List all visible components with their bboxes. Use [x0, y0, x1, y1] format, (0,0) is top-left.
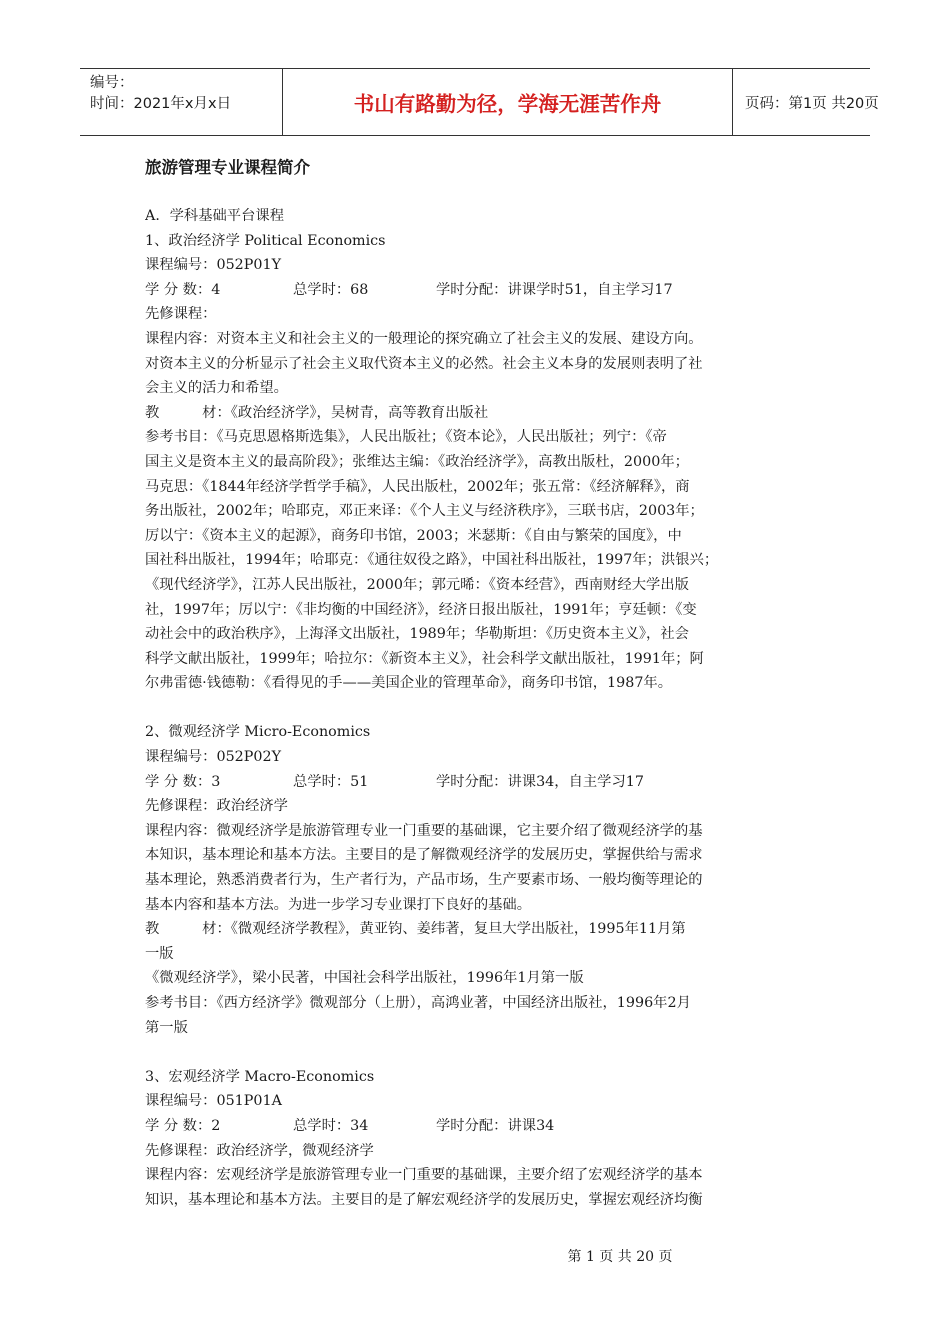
- course-credits: 学 分 数：3: [145, 773, 221, 790]
- course-content-line: 课程内容：对资本主义和社会主义的一般理论的探究确立了社会主义的发展、建设方向。: [145, 330, 703, 347]
- header-number-label: 编号：: [90, 75, 134, 91]
- header-meta: [80, 69, 283, 135]
- page-footer: [0, 1246, 950, 1266]
- course-reference-line: 参考书目：《西方经济学》微观部分（上册），高鸿业著，中国经济出版社，1996年2月: [145, 995, 691, 1011]
- course-prerequisite: 先修课程：政治经济学: [145, 798, 288, 815]
- course-code: 课程编号：052P02Y: [145, 749, 282, 766]
- course-hours: 总学时：68: [293, 281, 369, 298]
- document-body: [145, 156, 805, 1212]
- course-content-line: 基本理论，熟悉消费者行为，生产者行为，产品市场，生产要素市场、一般均衡等理论的: [145, 872, 703, 889]
- course-title: 2、微观经济学 Micro-Economics: [145, 724, 371, 741]
- course-textbook: 教 材：《政治经济学》，吴树青，高等教育出版社: [145, 404, 489, 421]
- course-prerequisite: 先修课程：政治经济学，微观经济学: [145, 1142, 374, 1159]
- course-prerequisite: 先修课程：: [145, 306, 217, 323]
- course-reference-line: 尔弗雷德·钱德勒：《看得见的手——美国企业的管理革命》，商务印书馆，1987年。: [145, 675, 673, 692]
- course-reference-line: 科学文献出版社，1999年；哈拉尔：《新资本主义》，社会科学文献出版社，1991年；阿: [145, 650, 704, 667]
- paragraph-gap: [145, 1040, 805, 1065]
- course-textbook: 《微观经济学》，梁小民著，中国社会科学出版社，1996年1月第一版: [145, 970, 584, 987]
- course-reference-line: 国社科出版社，1994年；哈耶克：《通往奴役之路》，中国社科出版社，1997年；洪银兴；: [145, 552, 719, 569]
- course-hour-allocation: 学时分配：讲课34: [436, 1117, 555, 1134]
- page-header: [80, 68, 879, 136]
- header-motto-cell: [283, 69, 733, 135]
- course-credits-row: [145, 770, 805, 795]
- course-content-line: 基本内容和基本方法。为进一步学习专业课打下良好的基础。: [145, 896, 532, 913]
- course-content-line: 对资本主义的分析显示了社会主义取代资本主义的必然。社会主义本身的发展则表明了社: [145, 355, 703, 372]
- course-title: 1、政治经济学 Political Economics: [145, 232, 386, 249]
- paragraph-gap: [145, 696, 805, 721]
- course-reference-line: 第一版: [145, 1019, 188, 1036]
- course-reference-line: 《现代经济学》，江苏人民出版社，2000年；郭元晞：《资本经营》，西南财经大学出版: [145, 576, 689, 593]
- course-credits-row: [145, 278, 805, 303]
- course-credits-row: [145, 1114, 805, 1139]
- course-content-line: 本知识，基本理论和基本方法。主要目的是了解微观经济学的发展历史，掌握供给与需求: [145, 847, 703, 864]
- course-reference-line: 国主义是资本主义的最高阶段》；张维达主编：《政治经济学》，高教出版杜，2000年；: [145, 453, 689, 470]
- course-code: 课程编号：052P01Y: [145, 257, 282, 274]
- document-title: 旅游管理专业课程简介: [145, 158, 310, 177]
- course-textbook: 教 材：《微观经济学教程》，黄亚钧、姜纬著，复旦大学出版社，1995年11月第: [145, 921, 686, 938]
- course-reference-line: 厉以宁：《资本主义的起源》，商务印书馆，2003；米瑟斯：《自由与繁荣的国度》，中: [145, 527, 682, 544]
- course-hour-allocation: 学时分配：讲课学时51，自主学习17: [436, 281, 673, 298]
- course-reference-line: 动社会中的政治秩序》，上海泽文出版社，1989年；华勒斯坦：《历史资本主义》，社会: [145, 626, 689, 643]
- course-reference-line: 社，1997年；厉以宁：《非均衡的中国经济》，经济日报出版社，1991年；亨廷顿：《变: [145, 601, 697, 618]
- course-hour-allocation: 学时分配：讲课34，自主学习17: [436, 773, 644, 790]
- course-reference-line: 务出版社，2002年；哈耶克，邓正来译：《个人主义与经济秩序》，三联书店，2003年；: [145, 503, 704, 520]
- section-heading: A．学科基础平台课程: [145, 208, 284, 224]
- header-time-label: 时间：2021年x月x日: [90, 96, 232, 112]
- footer-page-number: 第 1 页 共 20 页: [567, 1249, 673, 1265]
- course-reference-line: 马克思：《1844年经济学哲学手稿》，人民出版杜，2002年；张五常：《经济解释》，商: [145, 478, 690, 495]
- course-code: 课程编号：051P01A: [145, 1093, 282, 1110]
- course-hours: 总学时：34: [293, 1117, 369, 1134]
- course-credits: 学 分 数：4: [145, 281, 221, 298]
- course-content-line: 课程内容：微观经济学是旅游管理专业一门重要的基础课，它主要介绍了微观经济学的基: [145, 822, 703, 839]
- course-hours: 总学时：51: [293, 773, 369, 790]
- course-reference-line: 参考书目：《马克思恩格斯选集》，人民出版社；《资本论》，人民出版社；列宁：《帝: [145, 429, 667, 446]
- header-page-info: 页码：第1页 共20页: [745, 95, 879, 112]
- course-credits: 学 分 数：2: [145, 1117, 221, 1134]
- course-content-line: 课程内容：宏观经济学是旅游管理专业一门重要的基础课，主要介绍了宏观经济学的基本: [145, 1167, 703, 1184]
- course-content-line: 会主义的活力和希望。: [145, 380, 288, 397]
- course-textbook: 一版: [145, 945, 174, 962]
- course-title: 3、宏观经济学 Macro-Economics: [145, 1068, 375, 1085]
- course-content-line: 知识，基本理论和基本方法。主要目的是了解宏观经济学的发展历史，掌握宏观经济均衡: [145, 1191, 703, 1208]
- header-motto: 书山有路勤为径，学海无涯苦作舟: [353, 92, 662, 116]
